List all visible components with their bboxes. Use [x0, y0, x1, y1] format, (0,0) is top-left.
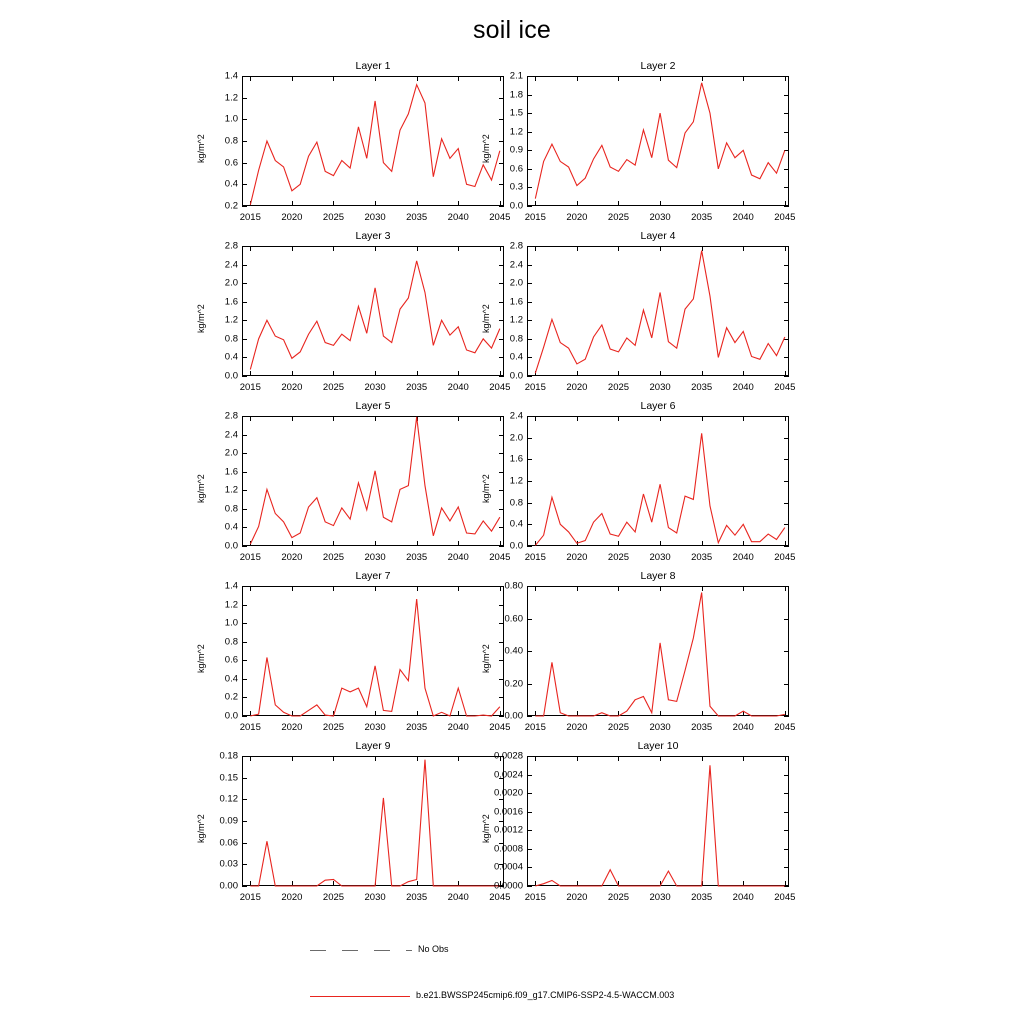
x-tick-label: 2030 — [649, 552, 671, 563]
y-tick-label: 0.0 — [509, 540, 523, 552]
y-tick-label: 0.8 — [224, 503, 238, 515]
y-tick — [527, 546, 532, 547]
series-layer — [242, 756, 504, 886]
y-tick-label: 0.9 — [509, 144, 523, 156]
y-tick-label: 2.0 — [224, 277, 238, 289]
series-line — [535, 433, 785, 545]
series-line — [250, 85, 500, 205]
x-tick-label: 2030 — [649, 382, 671, 393]
x-tick-label: 2045 — [489, 212, 511, 223]
x-tick-label: 2040 — [447, 722, 469, 733]
y-tick-label: 2.4 — [509, 410, 523, 422]
x-tick-label: 2015 — [524, 552, 546, 563]
x-tick-label: 2035 — [406, 552, 428, 563]
y-axis-label: kg/m^2 — [481, 134, 491, 163]
y-tick-label: 2.0 — [509, 277, 523, 289]
x-tick-label: 2025 — [607, 892, 630, 903]
series-line — [250, 417, 500, 544]
y-tick-label: 1.2 — [509, 126, 523, 138]
y-axis-label: kg/m^2 — [481, 644, 491, 673]
series-layer — [527, 756, 789, 886]
y-tick-label: 0.2 — [224, 200, 238, 212]
x-tick-label: 2035 — [691, 382, 713, 393]
y-tick — [242, 206, 247, 207]
y-axis-label: kg/m^2 — [481, 304, 491, 333]
x-tick-label: 2045 — [774, 722, 796, 733]
y-tick-label: 0.4 — [509, 351, 523, 363]
x-tick-label: 2025 — [607, 382, 630, 393]
y-tick-label: 1.0 — [224, 113, 238, 125]
y-axis-label: kg/m^2 — [196, 644, 206, 673]
legend-dash-icon — [342, 950, 358, 951]
y-axis-label: kg/m^2 — [196, 474, 206, 503]
legend-dash-icon — [374, 950, 390, 951]
y-tick — [527, 206, 532, 207]
y-tick-label: 0.0004 — [493, 861, 523, 873]
x-tick-label: 2045 — [489, 722, 511, 733]
x-tick-label: 2020 — [281, 892, 303, 903]
y-tick-label: 1.2 — [509, 475, 523, 487]
x-tick-label: 2040 — [447, 382, 469, 393]
y-tick — [527, 886, 532, 887]
x-tick-label: 2030 — [649, 722, 671, 733]
panel-title: Layer 5 — [355, 400, 391, 412]
x-tick-label: 2015 — [239, 382, 261, 393]
x-tick-label: 2015 — [524, 722, 546, 733]
y-tick — [784, 376, 789, 377]
y-axis-label: kg/m^2 — [481, 814, 491, 843]
x-tick-label: 2040 — [732, 722, 754, 733]
x-tick-label: 2015 — [524, 892, 546, 903]
x-tick-label: 2045 — [489, 892, 511, 903]
y-tick-label: 1.6 — [509, 296, 523, 308]
y-tick-label: 0.0 — [509, 370, 523, 382]
x-tick-label: 2020 — [566, 212, 588, 223]
y-tick-label: 1.8 — [509, 89, 523, 101]
x-tick-label: 2040 — [447, 892, 469, 903]
y-tick-label: 2.8 — [509, 240, 523, 252]
legend-no-obs-label: No Obs — [418, 944, 449, 954]
y-tick-label: 0.8 — [224, 135, 238, 147]
panel-title: Layer 2 — [640, 60, 676, 72]
series-layer — [527, 586, 789, 716]
y-tick-label: 0.2 — [224, 691, 238, 703]
y-tick-label: 1.2 — [224, 484, 238, 496]
series-layer — [242, 416, 504, 546]
x-tick-label: 2025 — [607, 212, 630, 223]
panel-title: Layer 10 — [637, 740, 679, 752]
y-tick-label: 0.00 — [219, 880, 238, 892]
legend-line-icon — [310, 996, 410, 997]
x-tick-label: 2030 — [364, 212, 386, 223]
chart-panel — [196, 60, 511, 223]
x-tick-label: 2030 — [364, 892, 386, 903]
x-tick-label: 2040 — [732, 552, 754, 563]
chart-panel — [481, 400, 796, 563]
panel-title: Layer 4 — [640, 230, 676, 242]
series-layer — [527, 246, 789, 376]
y-tick-label: 0.6 — [224, 654, 238, 666]
y-tick-label: 0.0 — [224, 370, 238, 382]
y-tick-label: 0.0 — [224, 710, 238, 722]
y-tick-label: 2.8 — [224, 410, 238, 422]
y-tick-label: 0.4 — [224, 673, 238, 685]
y-tick-label: 0.6 — [224, 157, 238, 169]
panel-title: Layer 8 — [640, 570, 676, 582]
x-tick-label: 2025 — [322, 212, 345, 223]
page-title: soil ice — [472, 16, 552, 44]
y-tick-label: 1.5 — [509, 107, 523, 119]
y-tick-label: 0.4 — [224, 178, 238, 190]
chart-panel — [481, 740, 796, 903]
x-tick-label: 2040 — [732, 892, 754, 903]
legend-model-label: b.e21.BWSSP245cmip6.f09_g17.CMIP6-SSP2-4.5-WACCM.003 — [416, 990, 675, 1000]
y-tick-label: 0.8 — [509, 333, 523, 345]
x-tick-label: 2015 — [239, 892, 261, 903]
y-tick-label: 0.0000 — [493, 880, 523, 892]
panel-title: Layer 3 — [355, 230, 391, 242]
x-tick-label: 2030 — [364, 552, 386, 563]
x-tick-label: 2035 — [691, 552, 713, 563]
x-tick-label: 2030 — [364, 722, 386, 733]
y-tick-label: 1.2 — [224, 314, 238, 326]
panel-title: Layer 7 — [355, 570, 391, 582]
y-tick-label: 0.4 — [509, 518, 523, 530]
x-tick-label: 2025 — [607, 722, 630, 733]
y-tick-label: 2.1 — [509, 70, 523, 82]
y-tick — [527, 376, 532, 377]
legend-dash-icon — [310, 950, 326, 951]
x-tick-label: 2025 — [322, 722, 345, 733]
panel-title: Layer 1 — [355, 60, 391, 72]
y-tick — [784, 206, 789, 207]
x-tick-label: 2015 — [239, 722, 261, 733]
y-tick-label: 0.0020 — [493, 787, 523, 799]
y-tick-label: 0.03 — [219, 858, 238, 870]
x-tick-label: 2035 — [406, 892, 428, 903]
y-tick-label: 2.0 — [224, 447, 238, 459]
y-tick-label: 0.06 — [219, 837, 238, 849]
x-tick-label: 2035 — [406, 212, 428, 223]
y-tick-label: 0.00 — [504, 710, 523, 722]
y-tick-label: 0.12 — [219, 793, 238, 805]
x-tick-label: 2025 — [322, 552, 345, 563]
y-tick-label: 1.6 — [224, 466, 238, 478]
y-tick-label: 1.2 — [509, 314, 523, 326]
series-layer — [242, 246, 504, 376]
y-tick — [242, 716, 247, 717]
y-axis-label: kg/m^2 — [481, 474, 491, 503]
y-tick — [527, 716, 532, 717]
series-line — [535, 593, 785, 717]
y-tick-label: 0.40 — [504, 645, 523, 657]
x-tick-label: 2020 — [281, 722, 303, 733]
x-tick-label: 2035 — [691, 892, 713, 903]
chart-panel — [196, 230, 511, 393]
y-tick-label: 1.6 — [509, 453, 523, 465]
series-layer — [242, 586, 504, 716]
x-tick-label: 2025 — [322, 892, 345, 903]
y-tick-label: 0.60 — [504, 613, 523, 624]
y-tick-label: 1.4 — [224, 70, 238, 82]
x-tick-label: 2020 — [566, 722, 588, 733]
y-tick-label: 0.0024 — [493, 769, 523, 781]
series-layer — [242, 76, 504, 206]
x-tick-label: 2015 — [239, 552, 261, 563]
x-tick-label: 2025 — [607, 552, 630, 563]
y-tick-label: 1.2 — [224, 92, 238, 104]
y-tick — [242, 376, 247, 377]
x-tick-label: 2020 — [281, 552, 303, 563]
series-line — [535, 83, 785, 199]
y-tick-label: 0.3 — [509, 181, 523, 193]
series-line — [535, 765, 785, 886]
y-tick-label: 0.09 — [219, 815, 238, 827]
x-tick-label: 2015 — [524, 382, 546, 393]
y-tick-label: 0.80 — [504, 580, 523, 592]
y-tick-label: 0.15 — [219, 772, 238, 784]
x-tick-label: 2020 — [281, 382, 303, 393]
x-tick-label: 2045 — [774, 552, 796, 563]
x-tick-label: 2035 — [691, 722, 713, 733]
y-tick-label: 1.6 — [224, 296, 238, 308]
legend-model — [310, 990, 750, 1002]
series-line — [250, 261, 500, 370]
x-tick-label: 2040 — [732, 212, 754, 223]
x-tick-label: 2020 — [566, 552, 588, 563]
series-line — [250, 760, 500, 886]
series-line — [250, 599, 500, 716]
series-layer — [527, 76, 789, 206]
chart-panel — [196, 400, 511, 563]
panel-title: Layer 9 — [355, 740, 391, 752]
y-tick-label: 2.4 — [224, 429, 238, 441]
y-tick-label: 2.4 — [509, 259, 523, 271]
y-tick-label: 1.0 — [224, 617, 238, 629]
x-tick-label: 2035 — [406, 382, 428, 393]
y-tick-label: 1.4 — [224, 580, 238, 592]
x-tick-label: 2020 — [566, 382, 588, 393]
y-tick-label: 0.4 — [224, 351, 238, 363]
x-tick-label: 2030 — [649, 212, 671, 223]
x-tick-label: 2045 — [489, 552, 511, 563]
x-tick-label: 2045 — [489, 382, 511, 393]
y-tick-label: 2.0 — [509, 432, 523, 444]
y-axis-label: kg/m^2 — [196, 134, 206, 163]
y-tick-label: 0.0008 — [493, 843, 523, 855]
x-tick-label: 2030 — [364, 382, 386, 393]
legend-dash-icon — [406, 950, 412, 951]
chart-panel — [481, 570, 796, 733]
x-tick-label: 2020 — [566, 892, 588, 903]
x-tick-label: 2045 — [774, 382, 796, 393]
x-tick-label: 2025 — [322, 382, 345, 393]
y-tick-label: 2.4 — [224, 259, 238, 271]
series-layer — [527, 416, 789, 546]
x-tick-label: 2015 — [239, 212, 261, 223]
y-tick-label: 0.8 — [224, 636, 238, 648]
y-tick — [784, 546, 789, 547]
y-tick-label: 1.2 — [224, 599, 238, 611]
y-tick-label: 0.8 — [509, 497, 523, 509]
chart-panel — [481, 230, 796, 393]
x-tick-label: 2035 — [406, 722, 428, 733]
y-tick-label: 0.20 — [504, 678, 523, 689]
series-line — [535, 251, 785, 374]
y-tick-label: 0.4 — [224, 521, 238, 533]
x-tick-label: 2040 — [447, 212, 469, 223]
y-axis-label: kg/m^2 — [196, 814, 206, 843]
y-tick-label: 0.0012 — [493, 824, 523, 836]
y-tick-label: 2.8 — [224, 240, 238, 252]
x-tick-label: 2045 — [774, 892, 796, 903]
x-tick-label: 2015 — [524, 212, 546, 223]
legend-no-obs — [310, 944, 470, 956]
x-tick-label: 2030 — [649, 892, 671, 903]
y-tick-label: 0.0 — [509, 200, 523, 212]
x-tick-label: 2020 — [281, 212, 303, 223]
y-tick-label: 0.0 — [224, 540, 238, 552]
y-tick — [784, 716, 789, 717]
y-tick — [242, 886, 247, 887]
y-axis-label: kg/m^2 — [196, 304, 206, 333]
x-tick-label: 2040 — [447, 552, 469, 563]
panel-title: Layer 6 — [640, 400, 676, 412]
y-tick-label: 0.8 — [224, 333, 238, 345]
chart-panel — [196, 570, 511, 733]
y-tick-label: 0.0028 — [493, 750, 523, 762]
chart-panel — [481, 60, 796, 223]
y-tick-label: 0.18 — [219, 750, 238, 762]
y-tick — [242, 546, 247, 547]
y-tick-label: 0.0016 — [493, 806, 523, 818]
y-tick-label: 0.6 — [509, 163, 523, 175]
x-tick-label: 2035 — [691, 212, 713, 223]
x-tick-label: 2040 — [732, 382, 754, 393]
x-tick-label: 2045 — [774, 212, 796, 223]
